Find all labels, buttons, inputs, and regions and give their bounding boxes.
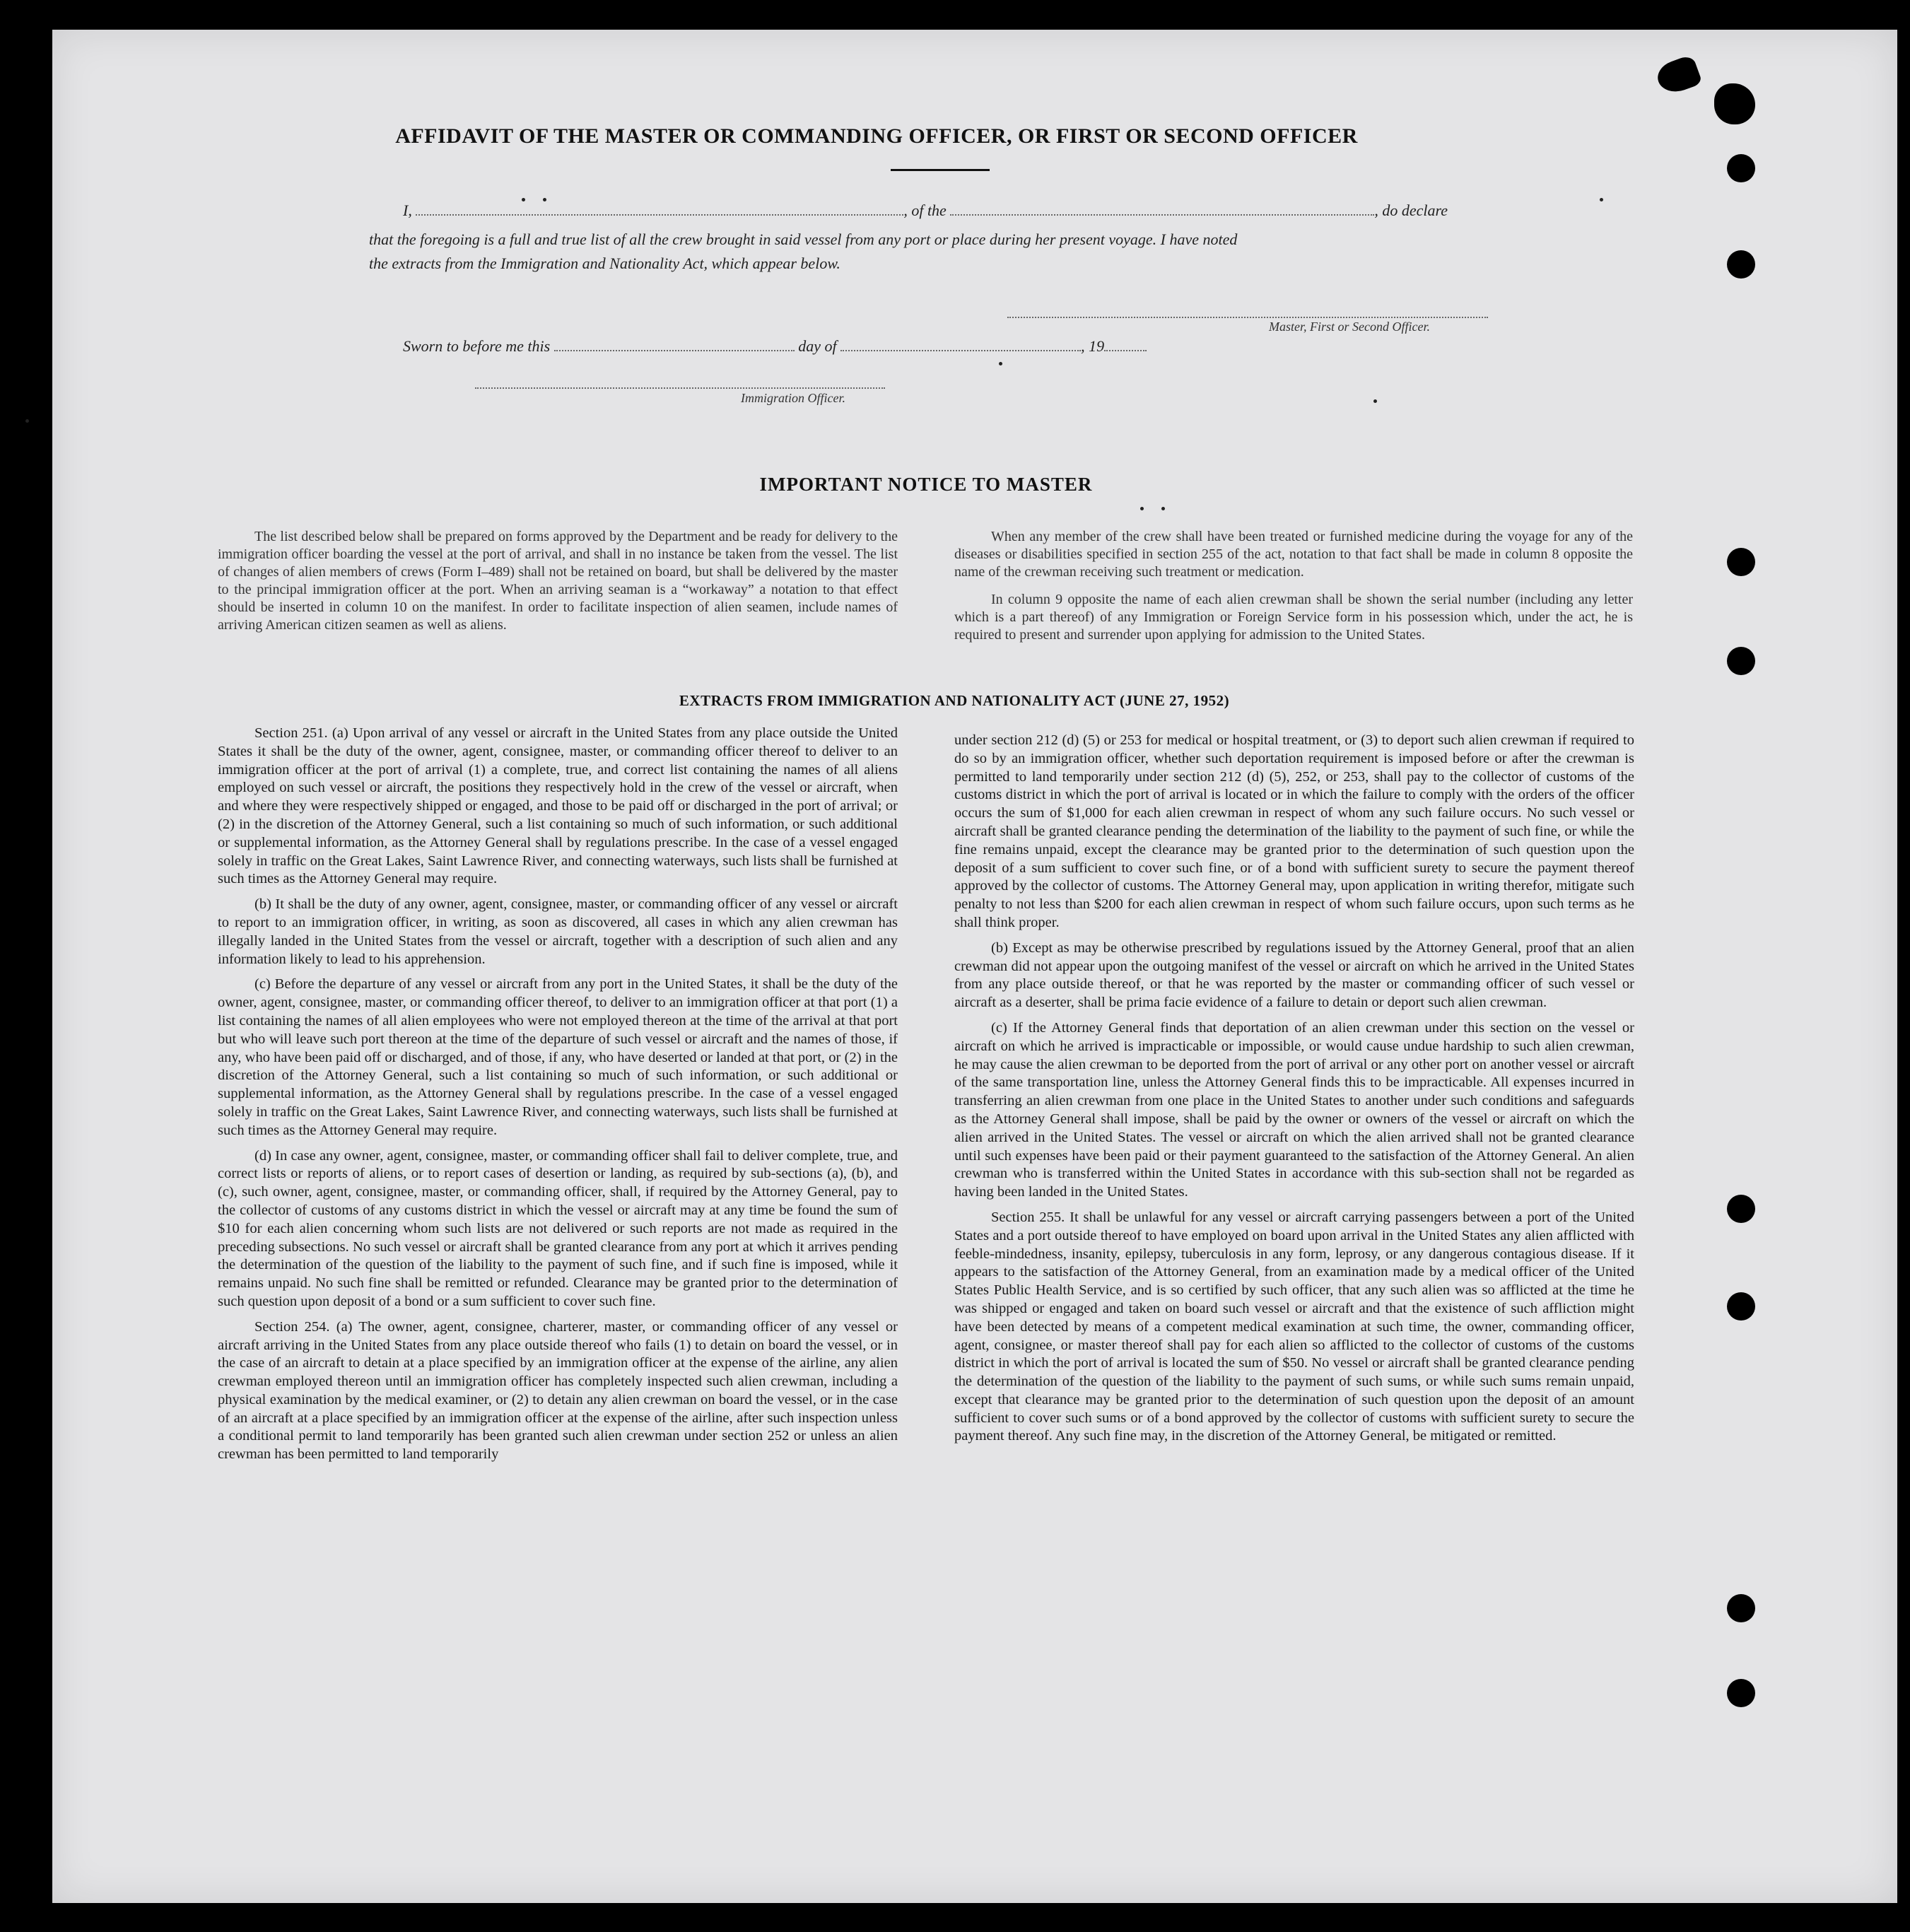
immigration-officer-caption: Immigration Officer. bbox=[741, 391, 845, 405]
extracts-title: EXTRACTS FROM IMMIGRATION AND NATIONALITY ACT (JUNE 27, 1952) bbox=[679, 692, 1230, 709]
section-254-c: (c) If the Attorney General finds that deportation of an alien crewman under this section on the vessel or aircraft on which he arrived is impracticable or impossible, or would cause undue hardship to such alien crewman, he may cause the alien crewman to be deported from the port of arrival or any other port on another vessel or aircraft of the same transportation line, unless the Attorney General finds this to be impracticable. All expenses incurred in transferring an alien crewman from one place in the United States to another under such conditions and safeguards as the Attorney General shall impose, shall be paid by the owner or owners of the vessel or aircraft on which the alien arrived in the United States. The vessel or aircraft on which the alien arrived shall not be granted clearance until such expenses have been paid or their payment guaranteed to the satisfaction of the Attorney General. An alien crewman who is transferred within the United States in accordance with this sub-section shall not be regarded as having been landed in the United States. bbox=[954, 1019, 1634, 1200]
vessel-prefix: , of the bbox=[903, 201, 947, 219]
master-signature-line[interactable] bbox=[1007, 317, 1488, 319]
punch-hole bbox=[1727, 1292, 1755, 1321]
punch-hole bbox=[1727, 250, 1755, 279]
declarant-prefix: I, bbox=[403, 201, 412, 219]
section-255: Section 255. It shall be unlawful for any vessel or aircraft carrying passengers between a port of the United States and a port outside thereof to have employed on board upon arrival in the United States any alien afflicted with feeble-mindedness, insanity, epilepsy, tuberculosis in any form, leprosy, or any dangerous contagious disease. If it appears to the satisfaction of the Attorney General, from an examination made by a medical officer of the United States Public Health Service, and is so certified by such officer, that any such alien was so afflicted at the time he was shipped or engaged and taken on board such vessel or aircraft and that the existence of such affliction might have been detected by means of a competent medical examination at such time, the owner, commanding officer, agent, consignee, or master thereof shall pay for each alien so afflicted to the collector of customs of the customs district in which the port of arrival is located the sum of $50. No vessel or aircraft shall be granted clearance pending the determination of the question of the liability to the payment of such sums, or while such sums remain unpaid, except that clearance may be granted prior to the determination of such question upon the deposit of an amount sufficient to cover such sums or of a bond approved by the collector of customs with sufficient surety to secure the payment thereof. Any such fine may, in the discretion of the Attorney General, be mitigated or remitted. bbox=[954, 1209, 1634, 1444]
speck bbox=[25, 419, 29, 423]
punch-hole bbox=[1727, 154, 1755, 182]
declaration-line-3: the extracts from the Immigration and Nationality Act, which appear below. bbox=[369, 254, 840, 272]
sworn-month-field[interactable] bbox=[840, 349, 1081, 351]
section-251-b: (b) It shall be the duty of any owner, agent, consignee, master, or commanding officer of any vessel or aircraft to report to an immigration officer, in writing, as soon as discovered, all cases in which any alien crewman has illegally landed in the United States from the vessel or aircraft, together with a description of such alien and any information likely to lead to his apprehension. bbox=[218, 896, 898, 967]
speck bbox=[1140, 507, 1144, 510]
speck bbox=[1161, 507, 1165, 510]
title-divider bbox=[891, 169, 990, 171]
day-of-label: day of bbox=[798, 337, 837, 355]
immigration-officer-signature-line[interactable] bbox=[475, 387, 885, 390]
punch-hole bbox=[1727, 1195, 1755, 1223]
year-prefix: , 19 bbox=[1081, 337, 1105, 355]
punch-hole bbox=[1727, 1679, 1755, 1707]
extracts-right-column bbox=[954, 732, 1634, 1453]
declaration-line-2: that the foregoing is a full and true list of all the crew brought in said vessel from any port or place during her present voyage. I have noted bbox=[369, 230, 1238, 248]
affidavit-title: AFFIDAVIT OF THE MASTER OR COMMANDING OFFICER, OR FIRST OR SECOND OFFICER bbox=[395, 124, 1358, 148]
notice-left-paragraph: The list described below shall be prepared on forms approved by the Department and be ready for delivery to the immigration officer boarding the vessel at the port of arrival, and shall in no instance be taken from the vessel. The list of changes of alien members of crews (Form I–489) shall not be retained on board, but shall be delivered by the master to the principal immigration officer at the port. When an arriving seaman is a “workaway” a notation to that effect should be inserted in column 10 on the manifest. In order to facilitate inspection of alien seamen, include names of arriving American citizen seamen as well as aliens. bbox=[218, 529, 898, 633]
declare-suffix: , do declare bbox=[1374, 201, 1448, 219]
punch-hole bbox=[1727, 548, 1755, 576]
speck bbox=[999, 362, 1002, 365]
punch-hole bbox=[1727, 647, 1755, 675]
section-254-b: (b) Except as may be otherwise prescribed by regulations issued by the Attorney General, proof that an alien crewman did not appear upon the outgoing manifest of the vessel or aircraft on which he arrived in the United States from any place outside thereof, or that he was reported by the master or commanding officer of such vessel or aircraft as a deserter, shall be prima facie evidence of a failure to detain or deport such alien crewman. bbox=[954, 939, 1634, 1011]
vessel-name-field[interactable] bbox=[950, 213, 1374, 216]
punch-hole bbox=[1727, 1594, 1755, 1622]
speck bbox=[1373, 399, 1377, 403]
declarant-name-field[interactable] bbox=[416, 213, 903, 216]
master-signature-caption: Master, First or Second Officer. bbox=[1269, 320, 1430, 334]
ink-blotch bbox=[1714, 83, 1755, 124]
section-254-a-continued: under section 212 (d) (5) or 253 for medical or hospital treatment, or (3) to deport such alien crewman if required to do so by an immigration officer, whether such deportation requirement is imposed before or after the crewman is permitted to land temporarily under section 212 (d) (5), 252, or 253, shall pay to the collector of customs of the customs district in which the port of arrival is located or in which the failure to comply with the orders of the officer occurs the sum of $1,000 for each alien crewman in respect of whom any such failure occurs. No such vessel or aircraft shall be granted clearance pending the determination of the liability to the payment of such fine, or while the fine remains unpaid, except the clearance may be granted prior to the determination of such question upon the deposit of a sum sufficient to cover such fine, or of a bond with sufficient surety to secure the payment thereof approved by the collector of customs. The Attorney General may, upon application in writing therefor, mitigate such penalty to not less than $200 for each alien crewman in respect of whom such failure occurs, upon such terms as he shall think proper. bbox=[954, 732, 1634, 930]
speck bbox=[1600, 198, 1603, 201]
sworn-prefix: Sworn to before me this bbox=[403, 337, 551, 355]
section-251-a: Section 251. (a) Upon arrival of any vessel or aircraft in the United States from any place outside the United States it shall be the duty of the owner, agent, consignee, master, or commanding officer thereof to deliver to an immigration officer at the port of arrival (1) a complete, true, and correct list containing the names of all aliens employed on such vessel or aircraft, the positions they respectively hold in the crew of the vessel or aircraft, when and where they were respectively shipped or engaged, and those to be paid off or discharged in the port of arrival; or (2) in the discretion of the Attorney General, such a list containing so much of such information, or such additional or supplemental information, as the Attorney General shall by regulations prescribe. In the case of a vessel engaged solely in traffic on the Great Lakes, Saint Lawrence River, and connecting waterways, such lists shall be furnished at such times as the Attorney General may require. bbox=[218, 725, 898, 887]
sworn-year-field[interactable] bbox=[1104, 349, 1147, 351]
declaration-line-1 bbox=[403, 201, 1448, 220]
notice-right-paragraph-1: When any member of the crew shall have been treated or furnished medicine during the voyage for any of the diseases or disabilities specified in section 255 of the act, notation to that fact shall be made in column 8 opposite the name of the crewman receiving such treatment or medication. bbox=[954, 529, 1633, 580]
sworn-line bbox=[403, 337, 1147, 356]
notice-left-column bbox=[218, 528, 898, 644]
notice-right-column bbox=[954, 528, 1633, 654]
notice-title: IMPORTANT NOTICE TO MASTER bbox=[759, 474, 1093, 495]
section-251-c: (c) Before the departure of any vessel or aircraft from any port in the United States, it shall be the duty of the owner, agent, consignee, master, or commanding officer thereof, to deliver to an immigration officer at that port (1) a list containing the names of all alien employees who were not employed thereon at the time of the arrival at that port but who will leave such port thereon at the time of the departure of such vessel or aircraft and the names of those, if any, who have been paid off or discharged, and of those, if any, who have deserted or landed at that port, or (2) in the discretion of the Attorney General, such a list containing so much of such information, or such additional or supplemental information, as the Attorney General shall by regulations prescribe. In the case of a vessel engaged solely in traffic on the Great Lakes, Saint Lawrence River, and connecting waterways, such lists shall be furnished at such times as the Attorney General may require. bbox=[218, 976, 898, 1138]
section-251-d: (d) In case any owner, agent, consignee, master, or commanding officer shall fail to deliver complete, true, and correct lists or reports of aliens, or to report cases of desertion or landing, as required by sub-sections (a), (b), and (c), such owner, agent, consignee, master, or commanding officer, shall, if required by the Attorney General, pay to the collector of customs of any customs district in which the vessel or aircraft may at any time be found the sum of $10 for each alien concerning whom such lists are not delivered or such reports are not made as required in the preceding subsections. No such vessel or aircraft shall be granted clearance from any port at which it arrives pending the determination of the question of the liability to the payment of such fine, and if such fine is imposed, while it remains unpaid. No such fine shall be remitted or refunded. Clearance may be granted prior to the determination of such question upon deposit of a bond or a sum sufficient to cover such fine. bbox=[218, 1147, 898, 1309]
extracts-left-column bbox=[218, 725, 898, 1471]
sworn-day-field[interactable] bbox=[554, 349, 795, 351]
section-254-a: Section 254. (a) The owner, agent, consignee, charterer, master, or commanding officer of any vessel or aircraft arriving in the United States from any place outside thereof who fails (1) to detain on board the vessel, or in the case of an aircraft to detain at a place specified by an immigration officer at the expense of the airline, any alien crewman employed thereon until an immigration officer has completely inspected such alien crewman, including a physical examination by the medical examiner, or (2) to detain any alien crewman on board the vessel, or in the case of an aircraft at a place specified by an immigration officer at the expense of the airline, after such inspection unless a conditional permit to land temporarily has been granted such alien crewman under section 252 or unless an alien crewman has been permitted to land temporarily bbox=[218, 1318, 898, 1463]
notice-right-paragraph-2: In column 9 opposite the name of each alien crewman shall be shown the serial number (including any letter which is a part thereof) of any Immigration or Foreign Service form in his possession which, under the act, he is required to present and surrender upon applying for admission to the United States. bbox=[954, 592, 1633, 643]
